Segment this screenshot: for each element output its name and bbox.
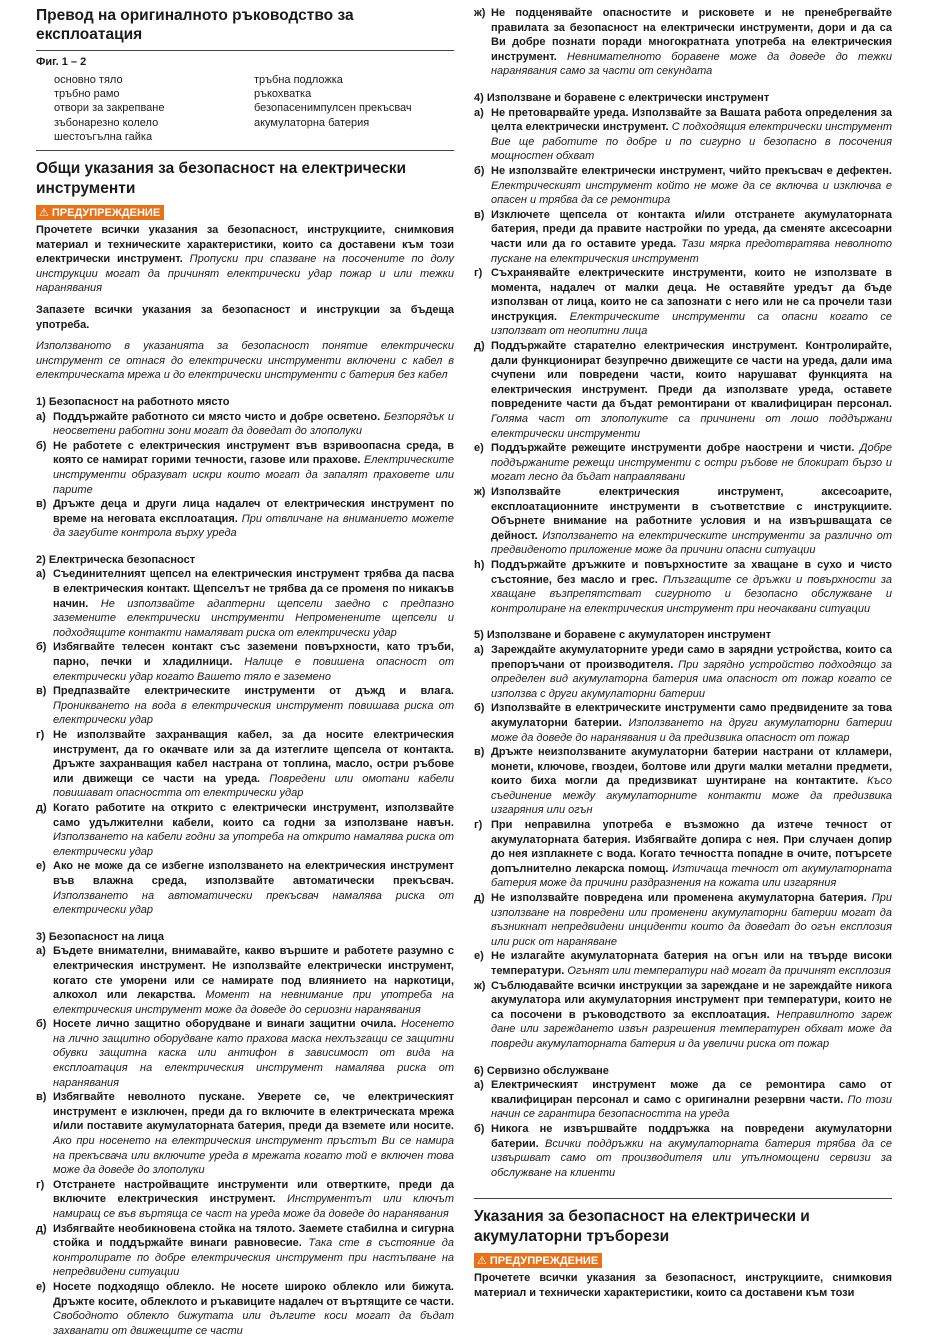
item-text xyxy=(53,859,454,917)
item-rule: Използвайте в електрическите инструменти само предвидените за това акумулаторни батерии. xyxy=(491,702,892,729)
item-explanation: Повредени или омотани кабели повишават опасността от електрически удар xyxy=(53,772,454,800)
item-text xyxy=(491,6,892,79)
part-name: тръбна подложка xyxy=(254,74,343,86)
intro-paragraph xyxy=(36,223,454,296)
parts-column-left xyxy=(54,73,254,144)
safety-item xyxy=(474,6,892,79)
item-explanation: Огънят или температури над могат да причинят експлозия xyxy=(564,965,891,977)
item-text xyxy=(491,818,892,891)
item-text xyxy=(53,567,454,640)
item-label: а) xyxy=(474,1079,484,1092)
item-text xyxy=(53,497,454,541)
part-name: шестоъгълна гайка xyxy=(54,130,153,143)
item-explanation: При използване на повредени или променени акумулаторни батерии могат да възникнат непредвидени инциденти които да доведат до огън експлозия или риск от нараняване xyxy=(491,892,892,948)
safety-item xyxy=(36,1280,454,1338)
safety-item xyxy=(474,979,892,1052)
item-text xyxy=(491,441,892,485)
item-label: ж) xyxy=(474,486,486,498)
safety-item xyxy=(36,1017,454,1090)
item-text xyxy=(491,701,892,745)
item-label: в) xyxy=(474,208,485,221)
item-text xyxy=(491,891,892,949)
item-rule: Никога не извършвайте поддръжка на повредени акумулаторни батерии. xyxy=(491,1122,892,1150)
safety-item xyxy=(36,801,454,859)
safety-item xyxy=(36,640,454,684)
item-rule: Бъдете внимателни, внимавайте, какво вършите и работете разумно с електрическия инструмент. Не използвайте електрически инструмент, когато сте уморени или се намирате под влиянието на наркотици, алкохол или лекарства. xyxy=(53,945,454,1002)
intro-italic: Пропуски при спазване на посочените по долу инструкции могат да причинят електрически удар пожар и или тежки наранявания xyxy=(36,253,454,295)
item-label: б) xyxy=(36,641,47,654)
item-text xyxy=(53,1017,454,1090)
safety-item xyxy=(474,701,892,745)
safety-item xyxy=(36,859,454,917)
safety-item xyxy=(36,728,454,801)
item-explanation: Налице е повишена опасност от електрически удар когато Вашето тяло е заземено xyxy=(53,656,454,683)
item-explanation: Използването на други акумулаторни батерии може да доведе до наранявания и да предизвика опасност от пожар xyxy=(491,716,892,744)
item-text xyxy=(491,485,892,558)
warning-triangle-icon: ⚠ xyxy=(39,207,49,220)
safety-item xyxy=(474,266,892,339)
item-rule: Не използвайте електрически инструмент, чийто прекъсвач е дефектен. xyxy=(491,164,892,177)
subsection-1-items xyxy=(36,410,454,541)
item-text xyxy=(53,1090,454,1178)
safety-item xyxy=(36,684,454,728)
item-explanation: Използването на кабели годни за употреба на открито намалява риска от електрически удар xyxy=(53,831,454,858)
part-name: основно тяло xyxy=(54,74,123,86)
item-rule: Съединителният щепсел на електрическия инструмент трябва да пасва в електрическия контакт. Щепселът не трябва да се променя по никакъв начин. xyxy=(53,568,454,610)
subsection-4-items xyxy=(474,106,892,617)
safety-item xyxy=(36,1090,454,1178)
part-name: зъбонарезно колело xyxy=(54,116,159,129)
safety-item xyxy=(36,439,454,497)
subsection-title-1: 1) Безопасност на работното място xyxy=(36,395,230,408)
item-rule: Зареждайте акумулаторните уреди само в зарядни устройства, които са препоръчани от производителя. xyxy=(491,643,892,671)
item-rule: Носете лично защитно оборудване и винаги защитни очила. xyxy=(53,1018,397,1031)
item-explanation: Използването на електрическите инструменти за различно от предвиденото приложение може да причини опасни ситуации xyxy=(491,529,892,557)
item-rule: Поддържайте старателно електрическия инструмент. Контролирайте, дали функционират безупречно движещите се части на уреда, дали има счупени или повредени части, които нарушават функцията на електрическия инструмент. Преди да използвате уреда, оставете повредените части да бъдат ремонтирани от квалифициран персонал. xyxy=(491,340,892,411)
item-label: б) xyxy=(474,1122,485,1135)
item-text xyxy=(491,979,892,1052)
item-explanation: Така сте в състояние да контролирате по добре електрическия инструмент при настъпване на непредвидени ситуации xyxy=(53,1237,454,1279)
item-text xyxy=(53,801,454,859)
warning-label: ПРЕДУПРЕЖДЕНИЕ xyxy=(51,207,161,220)
item-text xyxy=(53,1280,454,1338)
item-explanation: Момент на невнимание при употреба на електрическия инструмент може да доведе до сериозни наранявания xyxy=(53,989,455,1016)
parts-column-right xyxy=(254,73,454,144)
item-explanation: Електрическият инструмент който не може да се включва и изключва е опасен и трябва да се ремонтира xyxy=(491,179,892,207)
part-name: безопасенимпулсен прекъсвач xyxy=(254,102,412,115)
warning-badge xyxy=(36,205,164,220)
item-explanation: С подходящия електрически инструмент Вие ще работите по добре и по сигурно и безопасно в посочения мощностен обхват xyxy=(491,121,893,163)
item-explanation: Ако при носенето на електрическия инструмент пръстът Ви се намира на прекъсвача или включите уреда в мрежата когато той е включен това може да доведе до злополуки xyxy=(53,1135,454,1177)
item-rule: Не излагайте акумулаторната батерия на огън или на твърде високи температури. xyxy=(491,950,892,977)
item-label: в) xyxy=(36,498,47,511)
item-label: а) xyxy=(474,643,484,656)
safety-item xyxy=(474,1078,892,1122)
item-explanation: Инструментът или ключът намиращ се във въртяща се част на уреда може да доведе до наранявания xyxy=(53,1193,454,1221)
safety-item xyxy=(474,818,892,891)
subsection-5-items xyxy=(474,643,892,1052)
safety-item xyxy=(474,441,892,485)
subsection-title-5: 5) Използване и боравене с акумулаторен инструмент xyxy=(474,629,772,642)
item-text xyxy=(491,1078,892,1122)
item-explanation: Невнимателното боравене може да доведе до тежки наранявания само за части от секундата xyxy=(491,50,892,78)
item-explanation: Късо съединение между акумулаторните контакти може да предизвика изгаряния или огън xyxy=(491,775,892,817)
item-explanation: При зарядно устройство подходящо за определен вид акумулаторна батерия има опасност от пожар когато се използва с други акумулаторни батерии xyxy=(491,658,892,700)
item-label: г) xyxy=(36,1178,45,1191)
subsection-title-2: 2) Електрическа безопасност xyxy=(36,553,196,566)
part-name: отвори за закрепване xyxy=(54,102,165,115)
warning-badge xyxy=(474,1253,602,1268)
item-explanation: Свободното облекло бижутата или дългите коси могат да бъдат захванати от движещите се части xyxy=(53,1310,454,1337)
item-text xyxy=(491,339,892,441)
item-label: в) xyxy=(36,685,47,698)
item-rule: Съхранявайте електрическите инструменти, които не използвате в момента, надалеч от малки деца. Не оставяйте уредът да бъде използван от лица, които не са запознати с него или не са прочели тази инструкция. xyxy=(491,267,892,323)
item-text xyxy=(491,106,892,164)
item-label: е) xyxy=(36,860,46,873)
item-text xyxy=(491,208,892,266)
item-explanation: Голяма част от злополуките са причинени от лошо поддържани електрически инструменти xyxy=(491,413,892,440)
item-text xyxy=(491,1122,892,1180)
safety-item xyxy=(36,1222,454,1280)
safety-item xyxy=(474,558,892,616)
item-label: б) xyxy=(474,702,485,715)
item-rule: Избягвайте необикновена стойка на тялото. Заемете стабилна и сигурна стойка и поддържайте винаги равновесие. xyxy=(53,1222,454,1250)
item-rule: Отстранете настройващите инструменти или отвертките, преди да включите електрическия инструмент. xyxy=(53,1178,454,1206)
item-explanation: Носенето на лично защитно оборудване като прахова маска нехлъзгащи се защитни обувки защитна каска или антифон в зависимост от вида на експлоатация на електрическия инструмент намалява риска от наранявания xyxy=(53,1018,454,1089)
item-rule: Ако не може да се избегне използването на електрическия инструмент във влажна среда, използвайте автоматически прекъсвач. xyxy=(53,860,454,887)
item-label: д) xyxy=(474,340,485,353)
divider xyxy=(474,1198,892,1199)
subsection-2-items xyxy=(36,567,454,917)
item-rule: Избягвайте неволното пускане. Уверете се, че електрическият инструмент е изключен, преди да го включите в електрическата мрежа и/или поставите акумулаторната батерия, преди да вземете или носите. xyxy=(53,1091,454,1133)
item-label: в) xyxy=(474,746,485,759)
item-label: h) xyxy=(474,558,485,571)
item-explanation: При отвличане на вниманието можете да загубите контрола върху уреда xyxy=(53,512,454,540)
safety-item xyxy=(474,1122,892,1180)
safety-item xyxy=(474,949,892,978)
part-name: ръкохватка xyxy=(254,88,312,101)
item-explanation: Безпорядък и неосветени работни зони могат да доведат до злополуки xyxy=(53,410,454,438)
subsection-title-4: 4) Използване и боравене с електрически инструмент xyxy=(474,91,770,104)
subsection-title-6: 6) Сервизно обслужване xyxy=(474,1064,609,1077)
part-name: тръбно рамо xyxy=(54,88,120,101)
left-column xyxy=(36,6,454,1338)
item-label: г) xyxy=(36,729,45,742)
safety-item xyxy=(474,891,892,949)
safety-item xyxy=(36,1178,454,1222)
intro-bold: Прочетете всички указания за безопасност, инструкциите, снимковия материал и техническите характеристики, които са доставени към този електрически инструмент. xyxy=(36,224,454,266)
item-text xyxy=(53,410,454,439)
item-rule: При неправилна употреба е възможно да изтече течност от акумулаторната батерия. Избягвайте допира с нея. При случаен допир до нея изплакнете с вода. Когато течността попадне в очите, потърсете допълнително лекарска помощ. xyxy=(491,819,892,875)
item-label: д) xyxy=(474,892,485,905)
item-label: г) xyxy=(474,819,483,832)
safety-item xyxy=(36,944,454,1017)
item-text xyxy=(53,439,454,497)
item-text xyxy=(53,640,454,684)
section-title-pipe-cutter-safety: Указания за безопасност на електрически и акумулаторни тръборези xyxy=(474,1208,810,1246)
item-text xyxy=(53,1178,454,1222)
safety-item xyxy=(36,497,454,541)
term-definition: Използваното в указанията за безопасност понятие електрически инструмент се отнася до електрически инструменти включени с кабел в електрическата мрежа и до електрически инструменти с батерия без кабел xyxy=(36,340,454,382)
section-title-general-safety: Общи указания за безопасност на електрически инструменти xyxy=(36,160,407,198)
item-explanation: Електрическите инструменти са опасни когато се използват от неопитни лица xyxy=(491,310,892,338)
item-rule: Не използвайте повредена или променена акумулаторна батерия. xyxy=(491,892,867,905)
item-explanation: Добре поддържаните режещи инструменти с остри ръбове не блокират бързо и могат лесно да бъдат направлявани xyxy=(491,442,893,484)
item-label: г) xyxy=(474,267,483,280)
item-label: ж) xyxy=(474,7,486,19)
item-rule: Избягвайте телесен контакт със заземени повърхности, като тръби, парно, печки и хладилници. xyxy=(53,641,454,669)
item-rule: Когато работите на открито с електрически инструмент, използвайте само удължителни кабели, които са годни за използване навън. xyxy=(53,801,454,829)
item-explanation: Неправилното зареж дане или зареждането извън разрешения температурен обхват може да повреди акумулаторната батерия и да увеличи риска от пожар xyxy=(491,1008,892,1050)
item-explanation: Тази мярка предотвратява неволното пускане на електрическия инструмент xyxy=(491,237,892,265)
item-text xyxy=(491,643,892,701)
item-label: е) xyxy=(36,1280,46,1293)
item-label: д) xyxy=(36,1222,47,1235)
item-label: е) xyxy=(474,442,484,455)
parts-list xyxy=(54,73,454,144)
item-text xyxy=(491,558,892,616)
part-name: акумулаторна батерия xyxy=(254,116,370,129)
safety-item xyxy=(474,164,892,208)
item-explanation: Електрическите инструменти образуват искри които могат да запалят праховете или парите xyxy=(53,454,454,496)
doc-title: Превод на оригиналното ръководство за експлоатация xyxy=(36,7,354,43)
item-rule: Електрическият инструмент може да се ремонтира само от квалифициран персонал и само с оригинални резервни части. xyxy=(491,1079,892,1106)
item-text xyxy=(53,944,454,1017)
figure-label: Фиг. 1 – 2 xyxy=(36,50,454,68)
divider xyxy=(36,150,454,151)
item-rule: Поддържайте режещите инструменти добре наострени и чисти. xyxy=(491,442,855,455)
item-label: б) xyxy=(36,439,47,452)
item-text xyxy=(491,266,892,339)
item-label: а) xyxy=(36,945,46,958)
item-text xyxy=(53,684,454,728)
safety-item xyxy=(474,339,892,441)
item-explanation: Не използвайте адаптерни щепсели заедно с предпазно заземените електрически инструменти Непроменените щепсели и подходящите контакти намаляват риска от електрически удар xyxy=(53,597,454,639)
item-label: в) xyxy=(36,1091,47,1104)
item-text xyxy=(491,164,892,208)
item-rule: Предпазвайте електрическите инструменти от дъжд и влага. xyxy=(53,685,454,698)
item-label: е) xyxy=(474,950,484,963)
item-label: а) xyxy=(474,106,484,119)
item-explanation: Използването на автоматически прекъсвач намалява риска от електрически удар xyxy=(53,889,454,917)
warning-triangle-icon: ⚠ xyxy=(477,1255,487,1268)
item-text xyxy=(53,1222,454,1280)
item-rule: Носете подходящо облекло. Не носете широко облекло или бижута. Дръжте косите, облеклото и ръкавиците надалеч от въртящите се части. xyxy=(53,1280,454,1308)
intro2-paragraph: Прочетете всички указания за безопасност, инструкциите, снимковия материал и технически характеристики, които са доставени към този xyxy=(474,1272,892,1299)
item-label: а) xyxy=(36,568,46,581)
item-rule: Не подценявайте опасностите и рисковете и не пренебрегвайте правилата за безопасност на електрически инструменти, дори и да са Ви добре познати поради многократната употреба на електрическия инструмент. xyxy=(491,7,892,63)
item-rule: Не претоварвайте уреда. Използвайте за Вашата работа определения за целта електрически инструмент. xyxy=(491,106,892,134)
item-text xyxy=(53,728,454,801)
item-rule: Изключете щепсела от контакта и/или отстранете акумулаторната батерия, преди да правите настройки по уреда, да сменяте аксесоарни части или да го оставите уреда. xyxy=(491,208,892,250)
item-label: д) xyxy=(36,801,47,814)
item-label: б) xyxy=(36,1018,47,1031)
item-label: а) xyxy=(36,410,46,423)
subsection-3-continued xyxy=(474,6,892,79)
item-rule: Съблюдавайте всички инструкции за зареждане и не зареждайте никога акумулатора или акумулаторния инструмент при температури, които не са посочени в ръководството за експлоатация. xyxy=(491,979,892,1021)
right-column xyxy=(474,6,892,1301)
item-label: б) xyxy=(474,164,485,177)
keep-instructions: Запазете всички указания за безопасност и инструкции за бъдеща употреба. xyxy=(36,303,454,331)
item-rule: Използвайте електрическия инструмент, аксесоарите, експлоатационните инструменти в съответствие с инструкциите. Обърнете внимание на работните условия и на извършващата се дейност. xyxy=(491,486,892,542)
item-explanation: Проникването на вода в електрическия инструмент повишава риска от електрически удар xyxy=(53,699,454,727)
item-text xyxy=(491,949,892,978)
item-rule: Дръжте неизползваните акумулаторни батерии настрани от клламери, монети, ключове, гвоздеи, болтове или други малки метални предмети, които биха могли да предизвикат шунтиране на контактите. xyxy=(491,746,892,788)
item-text xyxy=(491,745,892,818)
safety-item xyxy=(36,567,454,640)
item-rule: Не работете с електрическия инструмент във взривоопасна среда, в която се намират горими течности, газове или прахове. xyxy=(53,439,454,467)
safety-item xyxy=(474,643,892,701)
item-rule: Не използвайте захранващия кабел, за да носите електрическия инструмент, да го окачвате или за да изтеглите щепсела от контакта. Дръжте захранващия кабел настрана от топлина, масло, остри ръбове или движещи се части на уреда. xyxy=(53,729,454,785)
safety-item xyxy=(474,208,892,266)
safety-item xyxy=(36,410,454,439)
subsection-6-items xyxy=(474,1078,892,1180)
item-rule: Поддържайте работното си място чисто и добре осветено. xyxy=(53,410,381,423)
item-rule: Дръжте деца и други лица надалеч от електрическия инструмент по време на неговата експлоатация. xyxy=(53,498,454,525)
item-explanation: Всички поддръжки на акумулаторната батерия трябва да се извършват само от производителя или упълномощени сервизи за обслужване на клиенти xyxy=(491,1137,892,1179)
item-label: ж) xyxy=(474,979,486,992)
safety-item xyxy=(474,745,892,818)
item-rule: Поддържайте дръжките и повърхностите за хващане в сухо и чисто състояние, без масло и грес. xyxy=(491,558,892,586)
subsection-title-3: 3) Безопасност на лица xyxy=(36,930,165,943)
subsection-3-items xyxy=(36,944,454,1338)
safety-item xyxy=(474,485,892,558)
safety-item xyxy=(474,106,892,164)
warning-label: ПРЕДУПРЕЖДЕНИЕ xyxy=(489,1255,599,1268)
item-explanation: Изтичаща течност от акумулаторната батерия може да причини раздразнения на кожата или изгаряния xyxy=(491,862,892,890)
item-explanation: Плъзгащите се дръжки и повърхности за хващане възпрепятстват сигурното и безопасно обслужване и контролиране на електрическия инструмент при неочаквани ситуации xyxy=(491,573,892,615)
item-explanation: По този начин се гарантира безопасността на уреда xyxy=(491,1093,893,1121)
